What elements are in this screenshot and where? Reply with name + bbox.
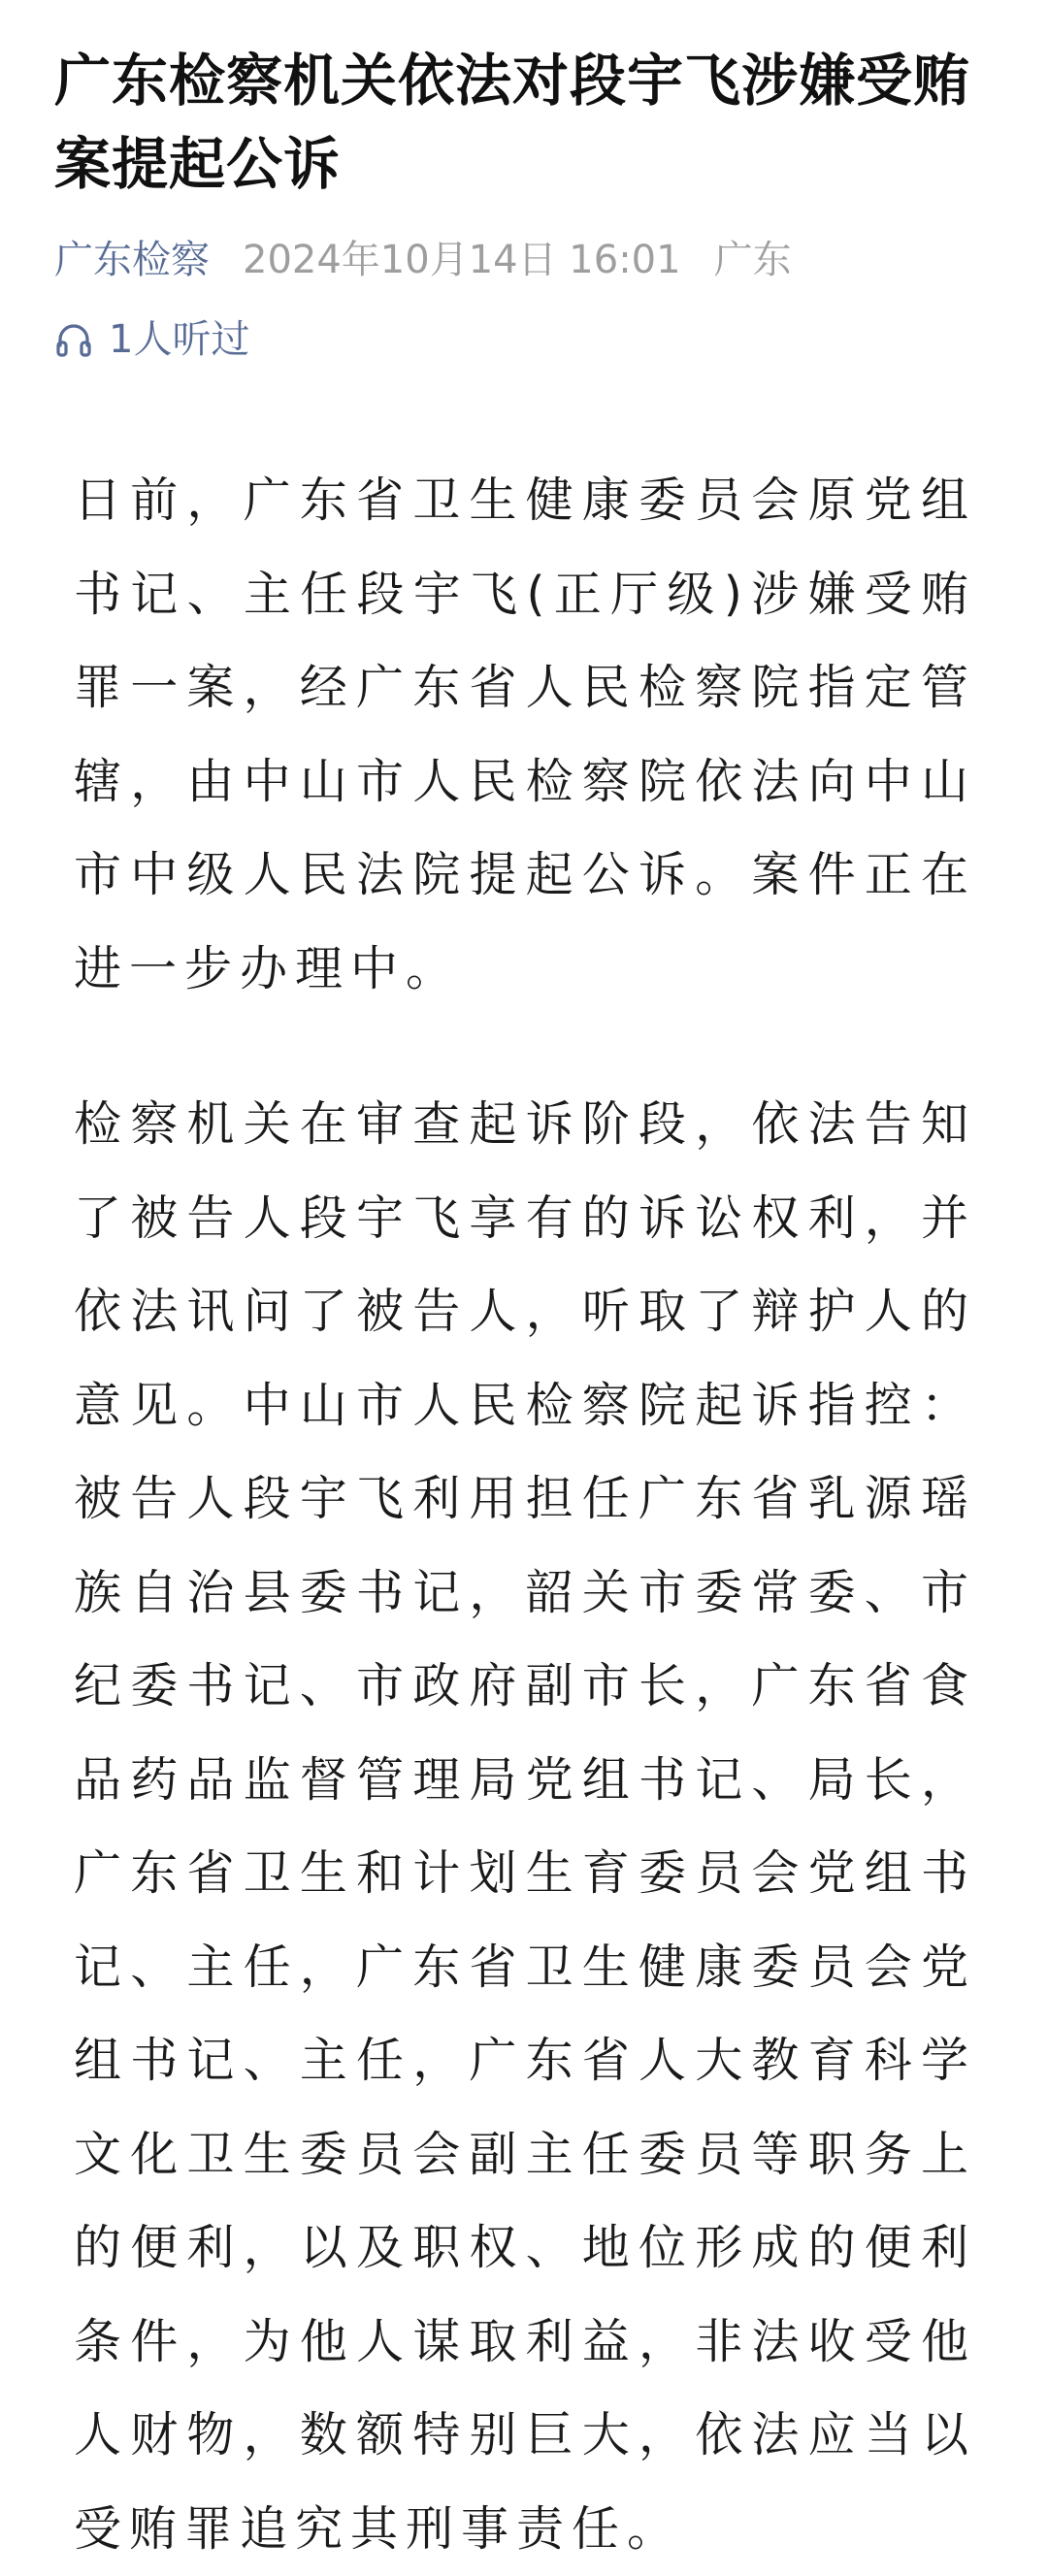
publish-time: 2024年10月14日 16:01 <box>243 238 681 282</box>
article-meta <box>54 231 792 289</box>
article-paragraph: 检察机关在审查起诉阶段，依法告知了被告人段宇飞享有的诉讼权利，并依法讯问了被告人，听取了辩护人的意见。中山市人民检察院起诉指控：被告人段宇飞利用担任广东省乳源瑶族自治县委书记，韶关市委常委、市纪委书记、市政府副市长，广东省食品药品监督管理局党组书记、局长，广东省卫生和计划生育委员会党组书记、主任，广东省卫生健康委员会党组书记、主任，广东省人大教育科学文化卫生委员会副主任委员等职务上的便利，以及职权、地位形成的便利条件，为他人谋取利益，非法收受他人财物，数额特别巨大，依法应当以受贿罪追究其刑事责任。 <box>74 1096 976 2557</box>
listen-button[interactable] <box>54 312 249 367</box>
ip-region: 广东 <box>713 238 792 282</box>
article-body <box>74 454 976 2576</box>
listen-count: 1人听过 <box>109 317 250 362</box>
article-title: 广东检察机关依法对段宇飞涉嫌受贿案提起公诉 <box>54 48 971 197</box>
article-paragraph: 日前，广东省卫生健康委员会原党组书记、主任段宇飞(正厅级)涉嫌受贿罪一案，经广东省人民检察院指定管辖，由中山市人民检察院依法向中山市中级人民法院提起公诉。案件正在进一步办理中。 <box>74 473 976 996</box>
source-account-link[interactable]: 广东检察 <box>54 238 210 282</box>
headphones-icon <box>54 320 93 359</box>
